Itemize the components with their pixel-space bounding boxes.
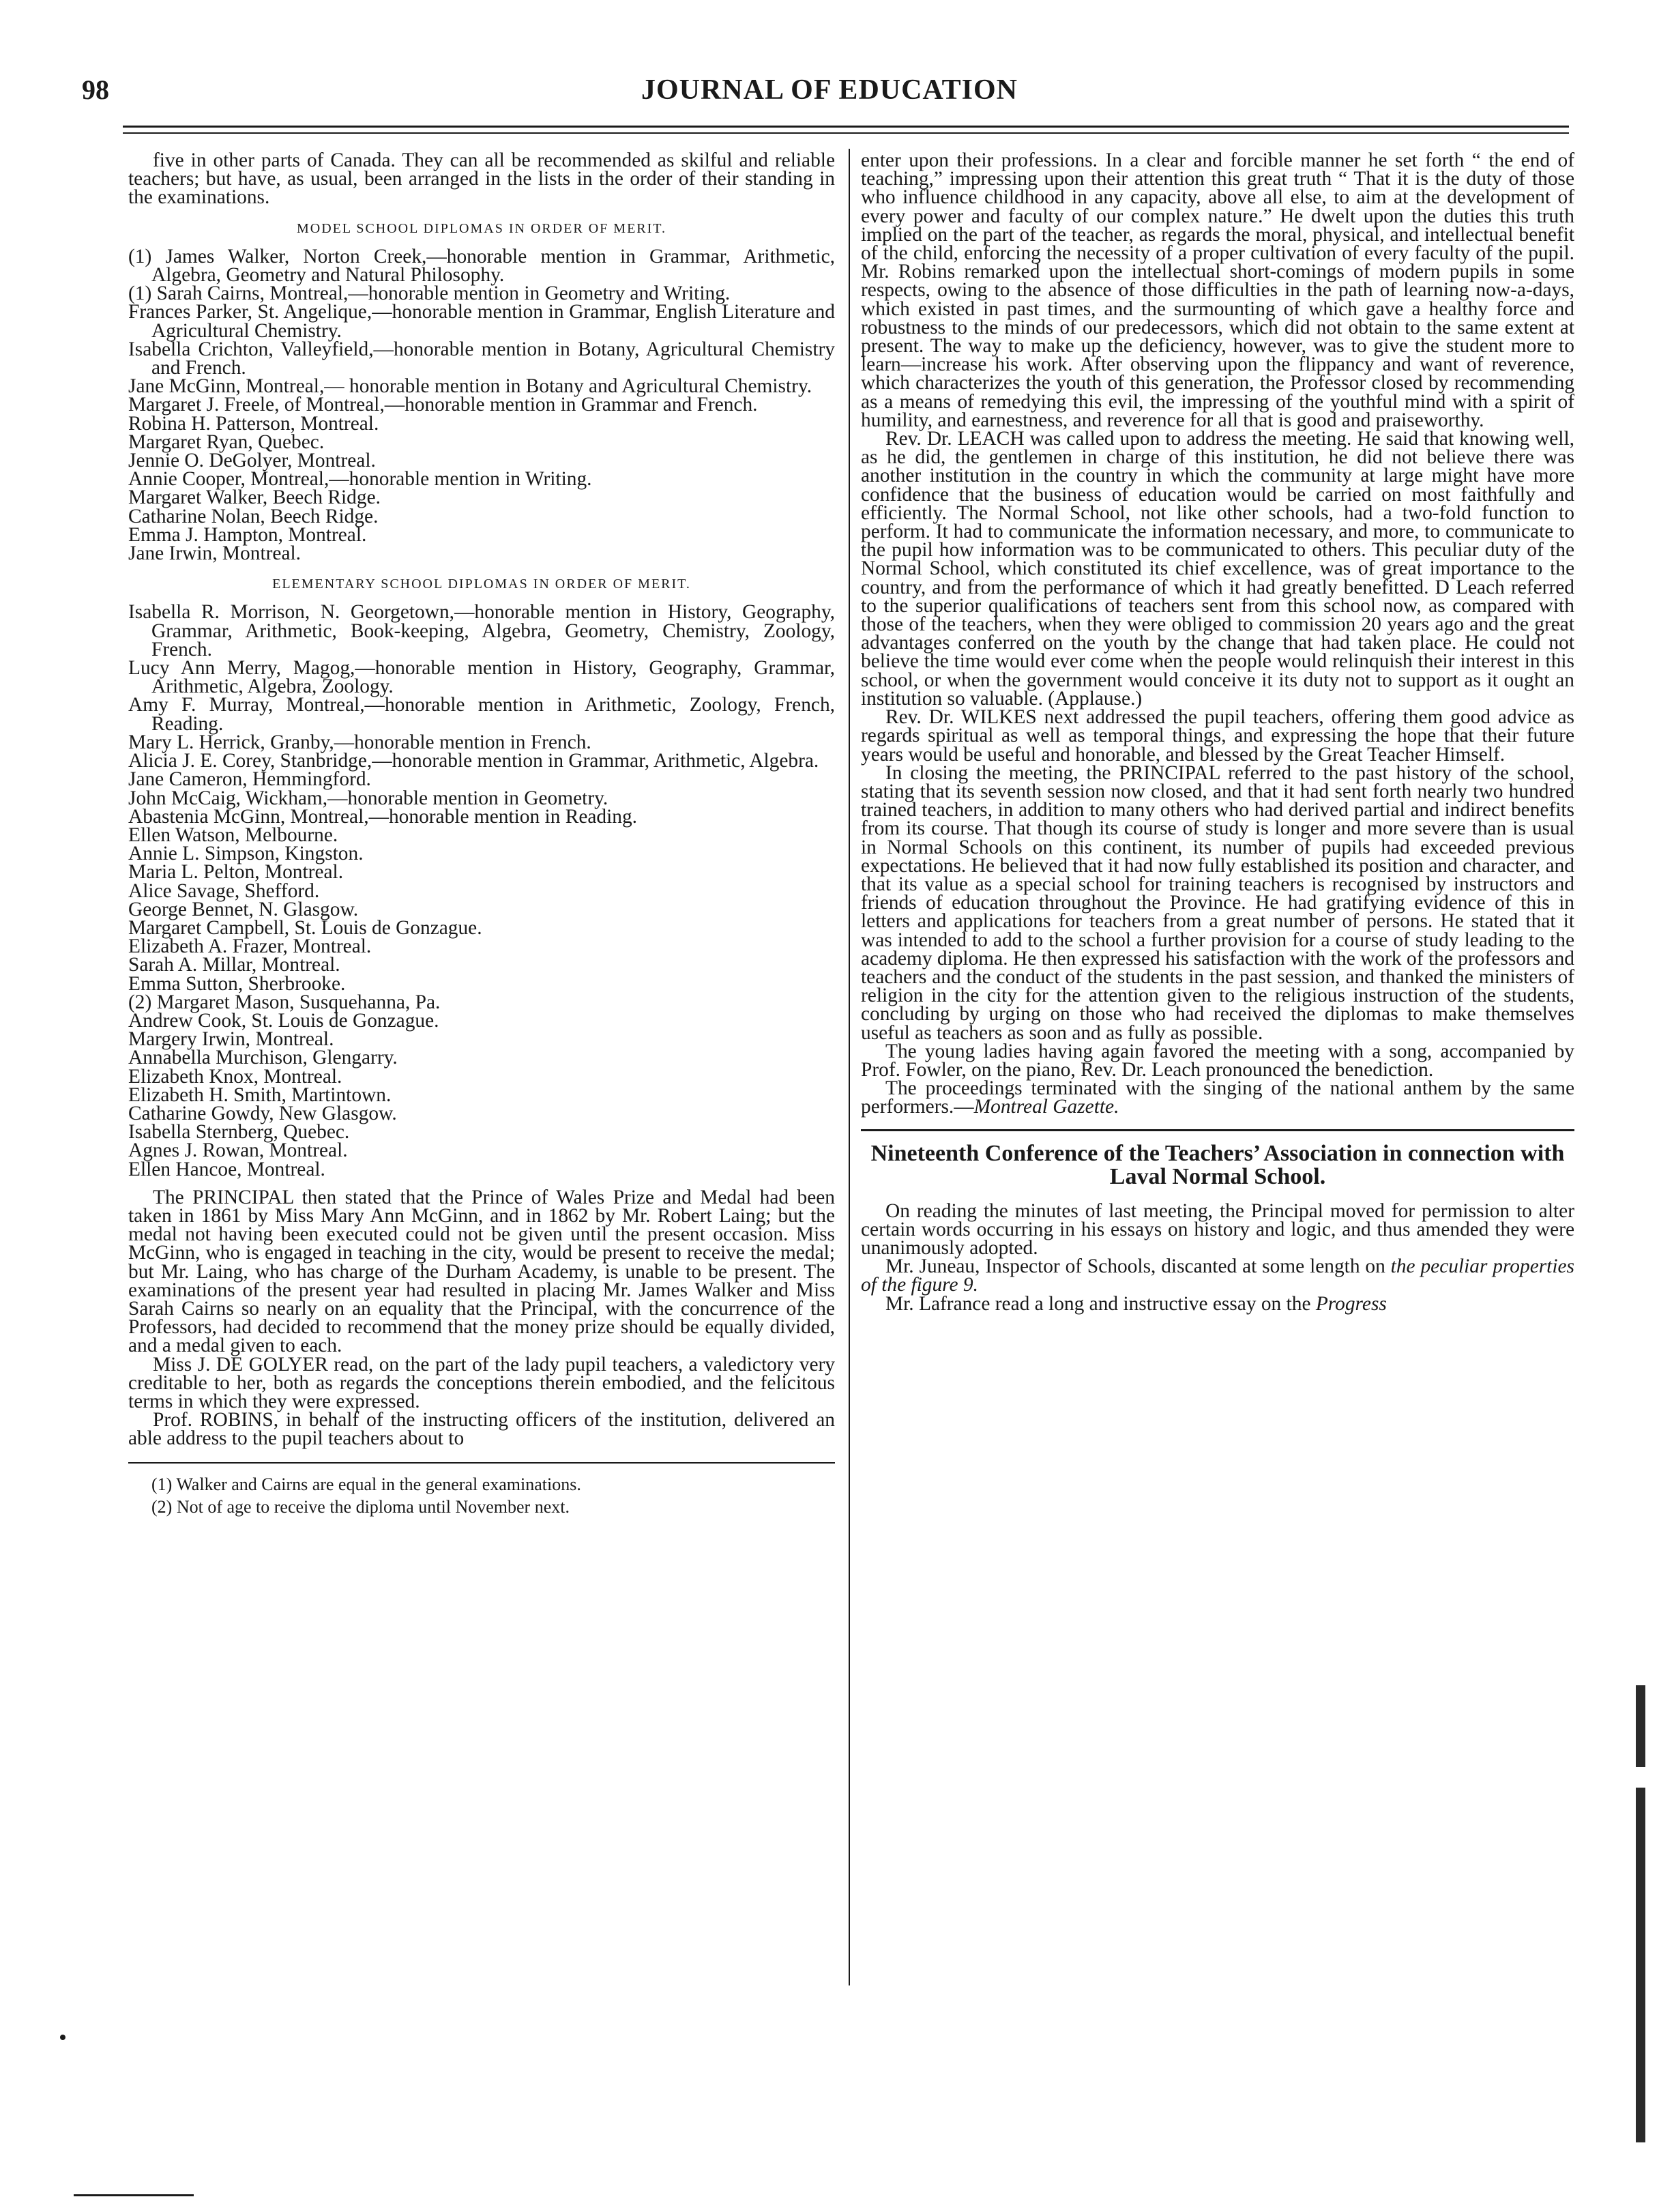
diploma-list-item: Catharine Nolan, Beech Ridge. — [128, 505, 379, 527]
diploma-list-item: Margaret J. Freele, of Montreal,—honorable mention in Grammar and French. — [128, 394, 758, 416]
diploma-list-item: Alicia J. E. Corey, Stanbridge,—honorable mention in Grammar, Arithmetic, Algebra. — [128, 750, 819, 772]
diploma-list-item: Abastenia McGinn, Montreal,—honorable mention in Reading. — [128, 805, 638, 828]
diploma-list-item: Elizabeth A. Frazer, Montreal. — [128, 935, 372, 958]
lafrance-topic: Progress — [1315, 1292, 1387, 1315]
diploma-list-item: (1) James Walker, Norton Creek,—honorable mention in Grammar, Arithmetic, Algebra, Geometry and Natural Philosophy. — [128, 245, 835, 287]
article-separator-rule — [861, 1129, 1574, 1131]
diploma-list-item: Agnes J. Rowan, Montreal. — [128, 1139, 348, 1162]
diploma-list-item: Annabella Murchison, Glengarry. — [128, 1047, 398, 1069]
elementary-diplomas-list — [128, 603, 835, 1178]
diploma-list-item: Ellen Hancoe, Montreal. — [128, 1158, 325, 1180]
diploma-list-item: Frances Parker, St. Angelique,—honorable mention in Grammar, English Literature and Agricultural Chemistry. — [128, 301, 835, 342]
header-rule-thin — [123, 132, 1569, 134]
scan-bottom-line — [74, 2194, 194, 2196]
header-rule-thick — [123, 126, 1569, 128]
diploma-list-item: Margaret Campbell, St. Louis de Gonzague. — [128, 916, 482, 939]
scan-edge-mark — [1636, 1788, 1645, 2142]
lafrance-text: Mr. Lafrance read a long and instructive essay on the — [885, 1292, 1316, 1315]
source-citation: Montreal Gazette. — [973, 1096, 1119, 1118]
diploma-list-item: Alice Savage, Shefford. — [128, 879, 320, 902]
diploma-list-item: Catharine Gowdy, New Glasgow. — [128, 1102, 397, 1124]
diploma-list-item: Jennie O. DeGolyer, Montreal. — [128, 450, 376, 472]
diploma-list-item: George Bennet, N. Glasgow. — [128, 898, 359, 920]
principal-prize-paragraph: The PRINCIPAL then stated that the Prince of Wales Prize and Medal had been taken in 1861 by Miss Mary Ann McGinn, and in 1862 by Mr. Robert Laing; but the medal not having been executed could not be given until the present occasion. Miss McGinn, who is engaged in teaching in the city, would be present to receive the medal; but Mr. Laing, who has charge of the Durham Academy, is unable to be present. The examinations of the present year had resulted in placing Mr. James Walker and Miss Sarah Cairns so nearly on an equality that the Principal, with the concurrence of the Professors, had decided to recommend that the money prize should be equally divided, and a medal given to each. — [128, 1186, 835, 1357]
diploma-list-item: Margaret Walker, Beech Ridge. — [128, 486, 381, 509]
robins-address-paragraph: enter upon their professions. In a clear and forcible manner he set forth “ the end of teaching,” impressing upon their attention this great truth “ That it is the duty of those who influence childhood in any capacity, above all else, to aim at the development of every power and faculty of our complex nature.” He dwelt upon the duties this truth implied on the part of the teacher, as regards the moral, physical, and intellectual benefit of the child, enforcing the necessity of a proper cultivation of every faculty of the pupil. Mr. Robins remarked upon the intellectual short-comings of modern pupils in some respects, owing to the absence of those difficulties in the path of learning now-a-days, which existed in past times, and the surmounting of which gave a healthy force and robustness to the minds of our predecessors, which did not obtain to the same extent at present. The way to make up the deficiency, however, was to give the student more to learn—increase his work. After observing upon the flippancy and want of reverence, which characterizes the youth of this generation, the Professor closed by recommending as a means of remedying this evil, the impressing of the youthful mind with a spirit of humility, and earnestness, and reverence for all that is good and praiseworthy. — [861, 149, 1574, 431]
diploma-list-item: Robina H. Patterson, Montreal. — [128, 412, 379, 435]
diploma-list-item: John McCaig, Wickham,—honorable mention in Geometry. — [128, 787, 608, 809]
model-diplomas-heading: MODEL SCHOOL DIPLOMAS IN ORDER OF MERIT. — [296, 220, 667, 236]
song-paragraph: The young ladies having again favored the meeting with a song, accompanied by Prof. Fowler, on the piano, Rev. Dr. Leach pronounced the benediction. — [861, 1040, 1574, 1081]
diploma-list-item: (1) Sarah Cairns, Montreal,—honorable mention in Geometry and Writing. — [128, 282, 731, 305]
diploma-list-item: Annie L. Simpson, Kingston. — [128, 843, 364, 865]
running-head: JOURNAL OF EDUCATION — [641, 74, 1018, 106]
diploma-list-item: Jane Irwin, Montreal. — [128, 542, 302, 565]
degolyer-paragraph: Miss J. DE GOLYER read, on the part of the lady pupil teachers, a valedictory very creditable to her, both as regards the conceptions therein embodied, and the felicitous terms in which they were expressed. — [128, 1353, 835, 1412]
diploma-list-item: Jane Cameron, Hemmingford. — [128, 768, 371, 791]
footnote-rule — [128, 1462, 835, 1464]
diploma-list-item: Maria L. Pelton, Montreal. — [128, 861, 344, 884]
diploma-list-item: Ellen Watson, Melbourne. — [128, 824, 338, 846]
intro-paragraph: five in other parts of Canada. They can all be recommended as skilful and reliable teachers; but have, as usual, been arranged in the lists in the order of their standing in the examinations. — [128, 149, 835, 209]
left-column — [128, 151, 835, 1518]
diploma-list-item: Isabella R. Morrison, N. Georgetown,—honorable mention in History, Geography, Grammar, Arithmetic, Book-keeping, Algebra, Geometry, Chemistry, Zoology, French. — [128, 601, 835, 660]
lafrance-paragraph — [861, 1292, 1574, 1315]
robins-paragraph: Prof. ROBINS, in behalf of the instructing officers of the institution, delivered an able address to the pupil teachers about to — [128, 1409, 835, 1450]
diploma-list-item: Amy F. Murray, Montreal,—honorable mention in Arithmetic, Zoology, French, Reading. — [128, 694, 835, 735]
diploma-list-item: Margaret Ryan, Quebec. — [128, 431, 325, 453]
diploma-list-item: Emma Sutton, Sherbrooke. — [128, 972, 346, 995]
diploma-list-item: Isabella Sternberg, Quebec. — [128, 1121, 350, 1144]
juneau-text: Mr. Juneau, Inspector of Schools, discanted at some length on — [885, 1255, 1391, 1278]
diploma-list-item: Mary L. Herrick, Granby,—honorable mention in French. — [128, 731, 591, 753]
elementary-diplomas-heading: ELEMENTARY SCHOOL DIPLOMAS IN ORDER OF MERIT. — [272, 577, 691, 592]
leach-paragraph: Rev. Dr. LEACH was called upon to address the meeting. He said that knowing well, as he did, the gentlemen in charge of this institution, he did not believe there was another institution in the country in which the community at large might have more confidence that the business of education would be carried on most faithfully and efficiently. The Normal School, not like other schools, had a two-fold function to perform. It had to communicate the information necessary, and more, to communicate to the pupil how information was to be communicated to others. This peculiar duty of the Normal School, which constituted its chief excellence, was of great importance to the country, and from the performance of which it had greatly benefitted. D Leach referred to the superior qualifications of teachers sent from this school now, as compared with those of the teachers, when they were obliged to commission 20 years ago and the great advantages conferred on the youth by the change that had taken place. He could not believe the time would ever come when the people would relinquish their interest in this school, or when the government would conceive it its duty not to support as it ought an institution so valuable. (Applause.) — [861, 428, 1574, 710]
page-header — [82, 74, 1577, 115]
scan-edge-mark — [1636, 1685, 1645, 1767]
footnote-2: (2) Not of age to receive the diploma until November next. — [151, 1496, 570, 1517]
scan-dot-mark — [60, 2035, 65, 2040]
column-divider — [849, 149, 850, 1985]
proceedings-text: The proceedings terminated with the singing of the national anthem by the same performers.— — [861, 1077, 1574, 1118]
diploma-list-item: Isabella Crichton, Valleyfield,—honorable mention in Botany, Agricultural Chemistry and French. — [128, 338, 835, 379]
juneau-paragraph — [861, 1257, 1574, 1294]
page-number: 98 — [82, 74, 109, 105]
juneau-topic: the peculiar properties of the figure 9. — [861, 1255, 1574, 1296]
right-column — [861, 151, 1574, 1313]
footnote-1: (1) Walker and Cairns are equal in the general examinations. — [151, 1474, 581, 1494]
diploma-list-item: Elizabeth Knox, Montreal. — [128, 1065, 342, 1088]
diploma-list-item: (2) Margaret Mason, Susquehanna, Pa. — [128, 991, 441, 1013]
principal-closing-paragraph: In closing the meeting, the PRINCIPAL referred to the past history of the school, stating that its seventh session now closed, and that it had sent forth nearly two hundred trained teachers, in addition to many others who had derived partial and indirect benefits from its course. That though its course of study is longer and more severe than is usual in Normal Schools on this continent, its number of pupils had exceeded previous expectations. He believed that it had now fully established its position and character, and that its value as a special school for training teachers is recognised by instructors and friends of education throughout the Province. He had gratifying evidence of this in letters and applications for teachers from a great number of persons. He stated that it was intended to add to the school a further provision for a course of study leading to the academy diploma. He then expressed his satisfaction with the work of the professors and teachers and the conduct of the students in the past session, and thanked the ministers of religion in the city for the attention given to the religious instruction of the students, concluding by urging on those who had received the diplomas to make themselves useful as teachers as soon and as fully as possible. — [861, 761, 1574, 1044]
diploma-list-item: Sarah A. Millar, Montreal. — [128, 954, 340, 976]
diploma-list-item: Elizabeth H. Smith, Martintown. — [128, 1083, 392, 1106]
diploma-list-item: Emma J. Hampton, Montreal. — [128, 523, 367, 546]
minutes-paragraph: On reading the minutes of last meeting, the Principal moved for permission to alter certain words occurring in his essays on history and logic, and thus amended they were unanimously adopted. — [861, 1199, 1574, 1259]
wilkes-paragraph: Rev. Dr. WILKES next addressed the pupil teachers, offering them good advice as regards spiritual as well as temporal things, and expressing the hope that their future years would be useful and honorable, and blessed by the Great Teacher Himself. — [861, 706, 1574, 766]
model-diplomas-list — [128, 245, 835, 565]
proceedings-paragraph — [861, 1079, 1574, 1116]
diploma-list-item: Annie Cooper, Montreal,—honorable mention in Writing. — [128, 468, 592, 491]
diploma-list-item: Margery Irwin, Montreal. — [128, 1028, 334, 1051]
diploma-list-item: Jane McGinn, Montreal,— honorable mention in Botany and Agricultural Chemistry. — [128, 375, 812, 398]
article-title: Nineteenth Conference of the Teachers’ Association in connection with Laval Normal School. — [870, 1140, 1565, 1189]
diploma-list-item: Lucy Ann Merry, Magog,—honorable mention in History, Geography, Grammar, Arithmetic, Algebra, Zoology. — [128, 657, 835, 698]
diploma-list-item: Andrew Cook, St. Louis de Gonzague. — [128, 1009, 439, 1032]
